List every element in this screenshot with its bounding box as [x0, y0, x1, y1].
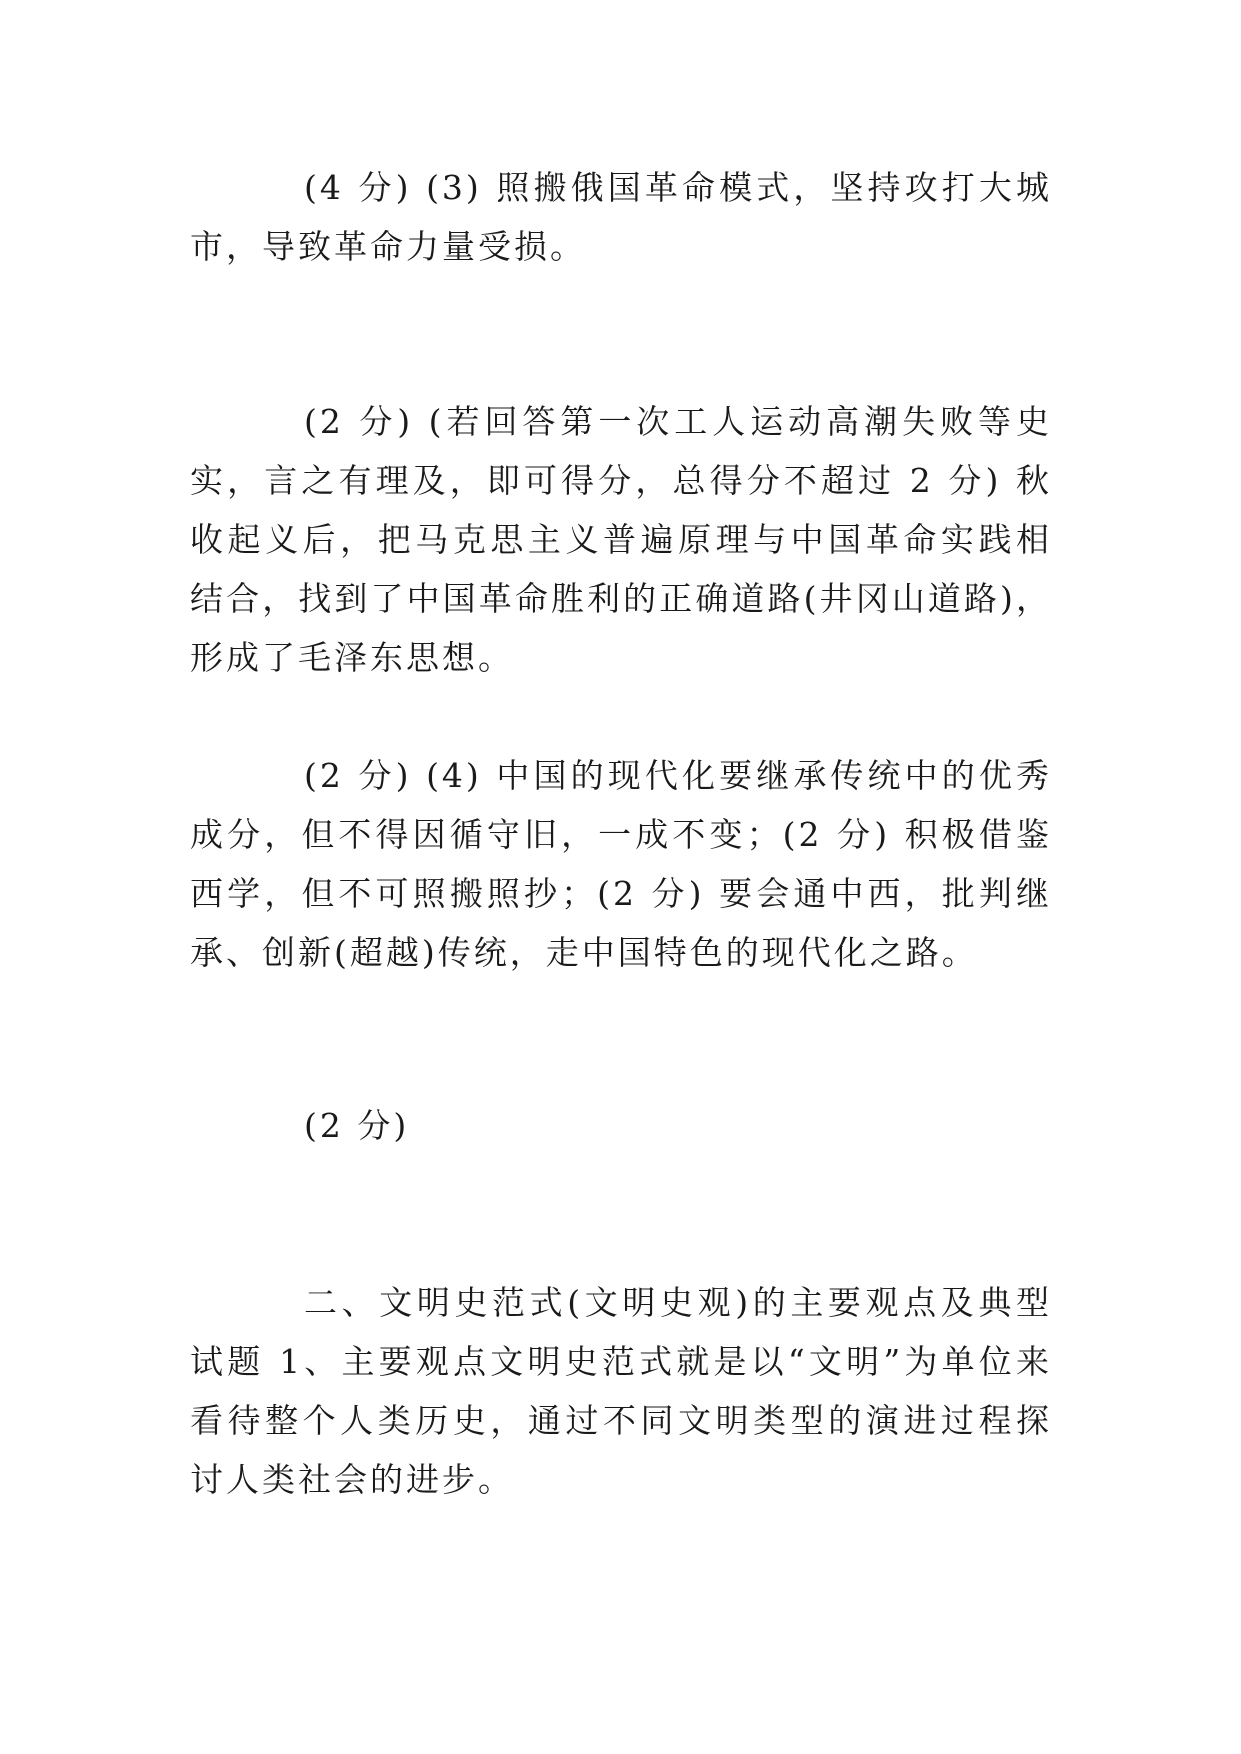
paragraph-score-note: (2 分) [304, 1106, 410, 1145]
paragraph-answer-3: (4 分) (3) 照搬俄国革命模式，坚持攻打大城市，导致革命力量受损。 [190, 168, 1052, 266]
paragraph-answer-3-detail: (2 分) (若回答第一次工人运动高潮失败等史实，言之有理及，即可得分，总得分不超过 2 分) 秋收起义后，把马克思主义普遍原理与中国革命实践相结合，找到了中国革命胜利的正确道路(井冈山道路)，形成了毛泽东思想。 [190, 402, 1052, 677]
paragraph-answer-4: (2 分) (4) 中国的现代化要继承传统中的优秀成分，但不得因循守旧，一成不变；(2 分) 积极借鉴西学，但不可照搬照抄；(2 分) 要会通中西，批判继承、创新(超越)传统，走中国特色的现代化之路。 [190, 756, 1052, 972]
paragraph-section-2: 二、文明史范式(文明史观)的主要观点及典型试题 1、主要观点文明史范式就是以“文明”为单位来看待整个人类历史，通过不同文明类型的演进过程探讨人类社会的进步。 [190, 1283, 1052, 1499]
